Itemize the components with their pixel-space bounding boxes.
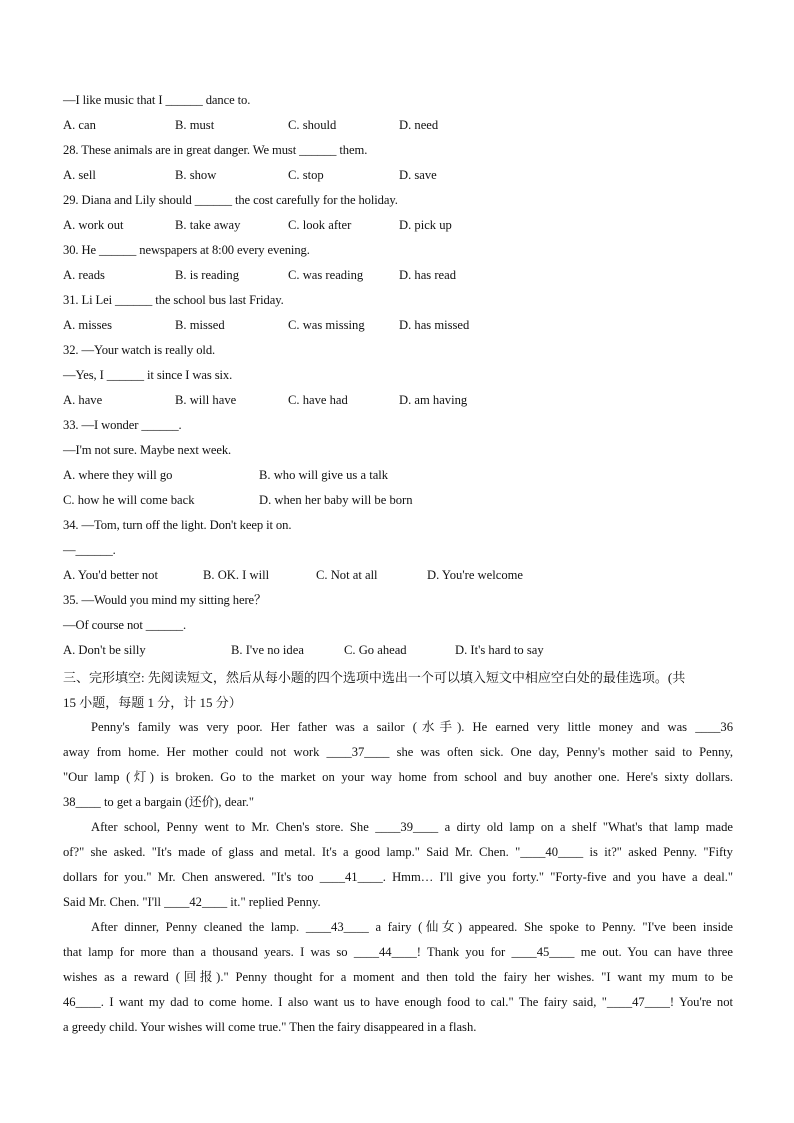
passage-text: wishes as a reward (回报)." Penny thought for a moment and then told the fairy her wishes. "I want my mum to be xyxy=(63,970,733,984)
question-29-options xyxy=(63,215,733,240)
option-b[interactable]: B. who will give us a talk xyxy=(259,468,389,482)
option-a[interactable]: A. misses xyxy=(63,318,112,332)
passage-paragraph-1 xyxy=(63,715,733,815)
option-d[interactable]: D. when her baby will be born xyxy=(259,493,413,507)
passage-text: . I want my dad to come home. I also want us to have enough food to cal." The fairy said, " xyxy=(100,995,607,1009)
passage-text: that lamp for more than a thousand years. I was so xyxy=(63,945,348,959)
option-d[interactable]: D. am having xyxy=(399,393,468,407)
blank-39[interactable]: ____39____ xyxy=(375,820,439,834)
exam-page xyxy=(63,90,733,1040)
question-31-options xyxy=(63,315,733,340)
option-c[interactable]: C. look after xyxy=(288,218,352,232)
option-a[interactable]: A. reads xyxy=(63,268,105,282)
question-27-options xyxy=(63,115,733,140)
passage-text: ! You're not xyxy=(669,995,733,1009)
option-d[interactable]: D. need xyxy=(399,118,439,132)
blank-38[interactable]: 38____ xyxy=(63,795,101,809)
passage-text: a dirty old lamp on a shelf "What's that lamp made xyxy=(444,820,733,834)
option-a[interactable]: A. work out xyxy=(63,218,124,232)
passage-text: After dinner, Penny cleaned the lamp. xyxy=(91,920,300,934)
question-29-stem: 29. Diana and Lily should ______ the cost carefully for the holiday. xyxy=(63,193,398,207)
question-28-options xyxy=(63,165,733,190)
option-d[interactable]: D. has read xyxy=(399,268,456,282)
section-heading-line2: 15 小题，每题 1 分，计 15 分） xyxy=(63,695,242,710)
option-a[interactable]: A. where they will go xyxy=(63,468,173,482)
question-31-stem: 31. Li Lei ______ the school bus last Friday. xyxy=(63,293,284,307)
passage-text: to get a bargain (还价), dear." xyxy=(103,795,254,809)
option-b[interactable]: B. I've no idea xyxy=(231,643,304,657)
question-28-stem: 28. These animals are in great danger. We must ______ them. xyxy=(63,143,368,157)
option-b[interactable]: B. will have xyxy=(175,393,237,407)
passage-text: a greedy child. Your wishes will come true." Then the fairy disappeared in a flash. xyxy=(63,1020,477,1034)
section-heading xyxy=(63,665,733,715)
passage-paragraph-2 xyxy=(63,815,733,915)
question-34-options xyxy=(63,565,733,590)
option-a[interactable]: A. Don't be silly xyxy=(63,643,146,657)
passage-text: Said Mr. Chen. "I'll xyxy=(63,895,162,909)
blank-45[interactable]: ____45____ xyxy=(511,945,575,959)
option-d[interactable]: D. has missed xyxy=(399,318,470,332)
option-c[interactable]: C. was reading xyxy=(288,268,364,282)
option-c[interactable]: C. should xyxy=(288,118,337,132)
question-32-options xyxy=(63,390,733,415)
passage-text: me out. You can have three xyxy=(580,945,733,959)
question-35-reply: —Of course not ______. xyxy=(63,618,187,632)
question-34-reply: —______. xyxy=(63,543,116,557)
blank-46[interactable]: 46____ xyxy=(63,995,101,1009)
option-a[interactable]: A. can xyxy=(63,118,96,132)
option-b[interactable]: B. OK. I will xyxy=(203,568,270,582)
passage-text: . Hmm… I'll give you forty." "Forty-five and you have a deal." xyxy=(382,870,734,884)
blank-40[interactable]: ____40____ xyxy=(520,845,584,859)
section-heading-line1: 三、完形填空: 先阅读短文，然后从每小题的四个选项中选出一个可以填入短文中相应空白处的最佳选项。(共 xyxy=(63,670,686,685)
passage-text: it." replied Penny. xyxy=(230,895,321,909)
question-33-options-row2 xyxy=(63,490,733,515)
option-d[interactable]: D. pick up xyxy=(399,218,452,232)
passage-paragraph-3 xyxy=(63,915,733,1040)
question-33-options-row1 xyxy=(63,465,733,490)
passage-text: a fairy (仙女) appeared. She spoke to Penny. "I've been inside xyxy=(375,920,733,934)
option-c[interactable]: C. was missing xyxy=(288,318,365,332)
question-34-stem: 34. —Tom, turn off the light. Don't keep it on. xyxy=(63,518,292,532)
passage-text: away from home. Her mother could not work xyxy=(63,745,320,759)
blank-42[interactable]: ____42____ xyxy=(164,895,228,909)
blank-37[interactable]: ____37____ xyxy=(326,745,390,759)
option-c[interactable]: C. Not at all xyxy=(316,568,378,582)
option-d[interactable]: D. It's hard to say xyxy=(455,643,544,657)
option-b[interactable]: B. take away xyxy=(175,218,241,232)
blank-44[interactable]: ____44____ xyxy=(353,945,417,959)
blank-36[interactable]: ____36 xyxy=(695,720,733,734)
passage-text: she was often sick. One day, Penny's mother said to Penny, xyxy=(396,745,733,759)
blank-47[interactable]: ____47____ xyxy=(606,995,670,1009)
blank-43[interactable]: ____43____ xyxy=(305,920,369,934)
option-c[interactable]: C. stop xyxy=(288,168,324,182)
option-a[interactable]: A. sell xyxy=(63,168,96,182)
option-a[interactable]: A. have xyxy=(63,393,103,407)
option-b[interactable]: B. must xyxy=(175,118,215,132)
passage-text: ! Thank you for xyxy=(416,945,506,959)
option-b[interactable]: B. is reading xyxy=(175,268,240,282)
question-30-options xyxy=(63,265,733,290)
option-c[interactable]: C. Go ahead xyxy=(344,643,407,657)
blank-41[interactable]: ____41____ xyxy=(319,870,383,884)
option-d[interactable]: D. save xyxy=(399,168,437,182)
option-b[interactable]: B. missed xyxy=(175,318,225,332)
passage-text: "Our lamp (灯) is broken. Go to the market on your way home from school and buy another one. Here's sixty dollars. xyxy=(63,770,733,784)
question-33-reply: —I'm not sure. Maybe next week. xyxy=(63,443,232,457)
passage-text: is it?" asked Penny. "Fifty xyxy=(589,845,733,859)
option-c[interactable]: C. how he will come back xyxy=(63,493,195,507)
question-35-stem: 35. —Would you mind my sitting here？ xyxy=(63,593,267,607)
passage-text: dollars for you." Mr. Chen answered. "It's too xyxy=(63,870,314,884)
question-32-stem: 32. —Your watch is really old. xyxy=(63,343,216,357)
passage-text: of?" she asked. "It's made of glass and metal. It's a good lamp." Said Mr. Chen. " xyxy=(63,845,521,859)
option-c[interactable]: C. have had xyxy=(288,393,348,407)
option-b[interactable]: B. show xyxy=(175,168,217,182)
question-33-stem: 33. —I wonder ______. xyxy=(63,418,182,432)
question-30-stem: 30. He ______ newspapers at 8:00 every evening. xyxy=(63,243,310,257)
passage-text: Penny's family was very poor. Her father was a sailor (水手). He earned very little money and was xyxy=(91,720,688,734)
question-35-options xyxy=(63,640,733,665)
question-32-reply: —Yes, I ______ it since I was six. xyxy=(63,368,233,382)
option-d[interactable]: D. You're welcome xyxy=(427,568,524,582)
option-a[interactable]: A. You'd better not xyxy=(63,568,158,582)
passage-text: After school, Penny went to Mr. Chen's store. She xyxy=(91,820,369,834)
question-27-stem: —I like music that I ______ dance to. xyxy=(63,93,251,107)
